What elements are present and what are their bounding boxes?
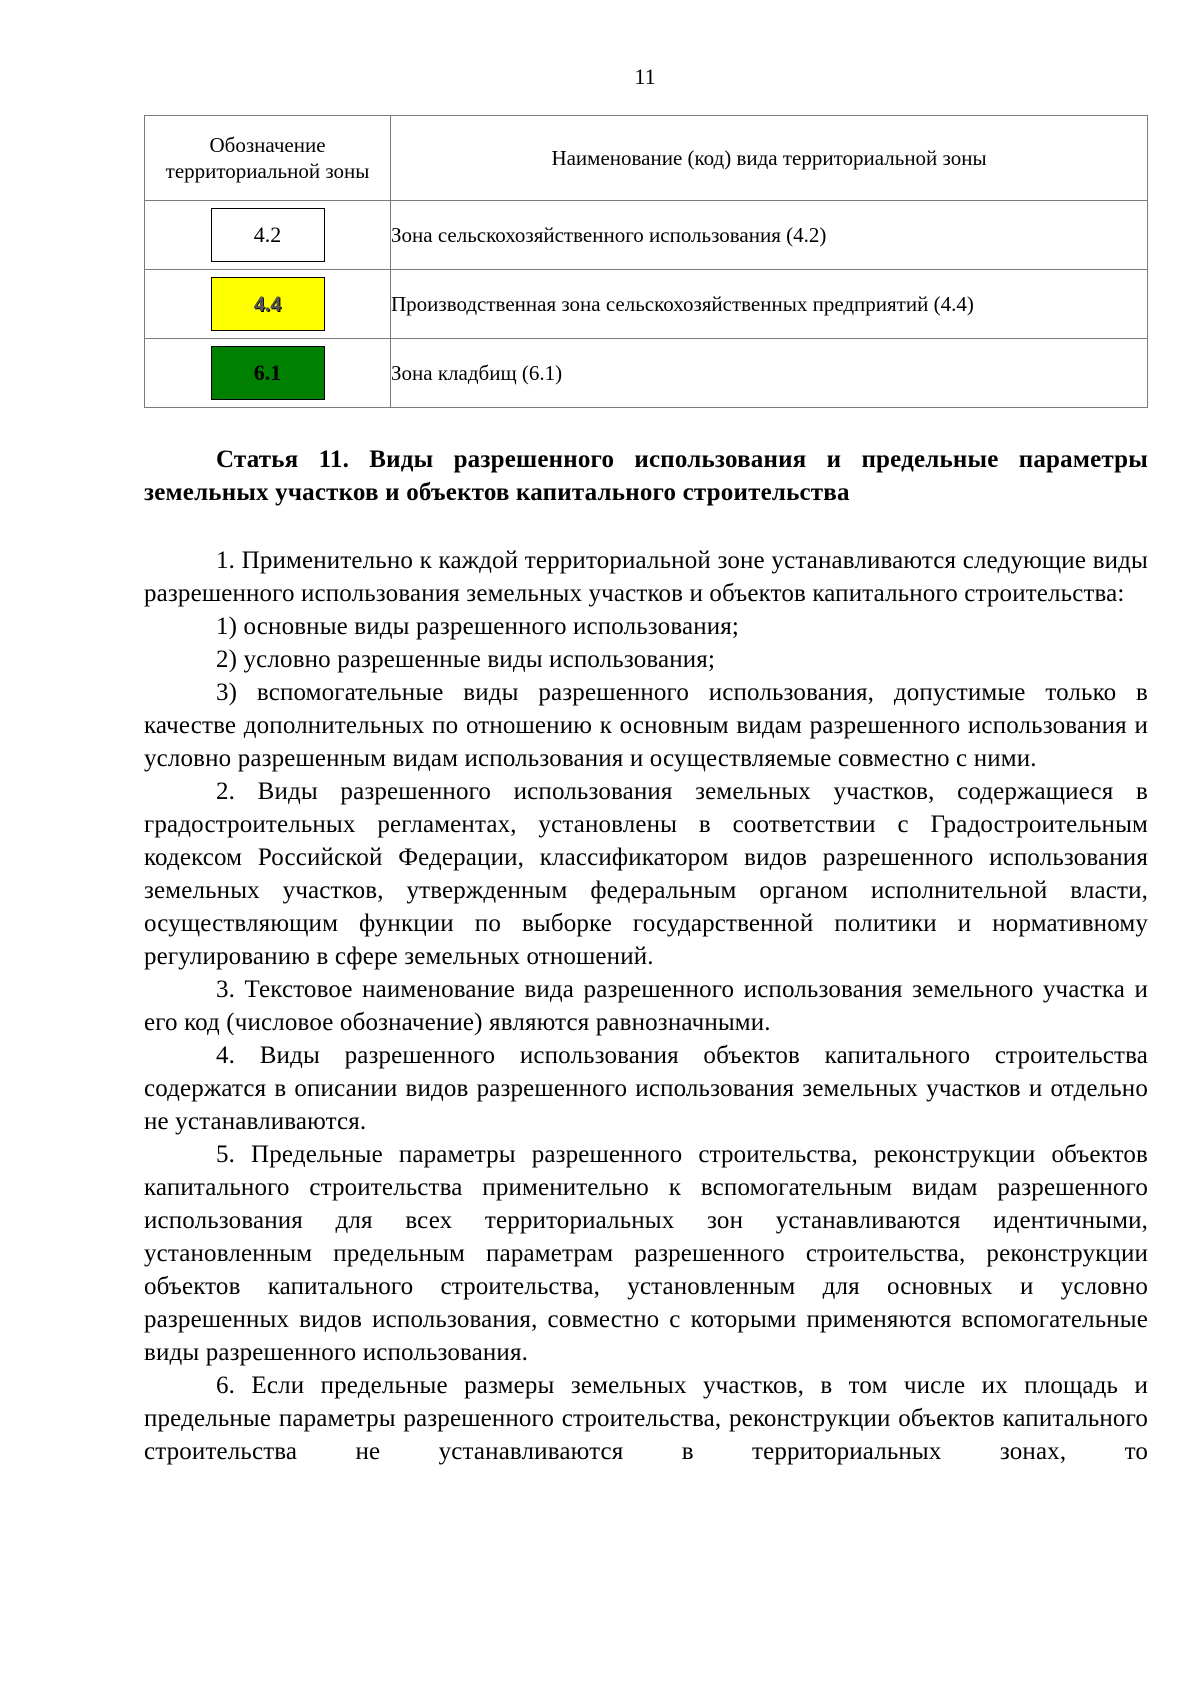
table-row — [145, 339, 1148, 408]
table-row — [145, 270, 1148, 339]
paragraph: 1) основные виды разрешенного использования; — [216, 613, 740, 640]
page-number: 11 — [634, 64, 656, 89]
paragraph: 3. Текстовое наименование вида разрешенного использования земельного участка и его код (числовое обозначение) являются равнозначными. — [144, 976, 1148, 1036]
paragraph: 2) условно разрешенные виды использования; — [216, 646, 716, 673]
zone-name: Зона сельскохозяйственного использования (4.2) — [391, 201, 1148, 270]
paragraph: 6. Если предельные размеры земельных участков, в том числе их площадь и предельные параметры разрешенного строительства, реконструкции объектов капитального строительства не устанавливаются в территориальных зонах, то — [144, 1372, 1148, 1465]
article-heading: Статья 11. Виды разрешенного использования и предельные параметры земельных участков и объектов капитального строительства — [144, 446, 1148, 506]
zone-name: Зона кладбищ (6.1) — [391, 339, 1148, 408]
zone-swatch-4-4: 4.4 — [211, 277, 325, 331]
table-header-row — [145, 116, 1148, 201]
zone-swatch-4-2: 4.2 — [211, 208, 325, 262]
article-11 — [144, 443, 1148, 1468]
paragraph: 2. Виды разрешенного использования земельных участков, содержащиеся в градостроительных регламентах, установлены в соответствии с Градостроительным кодексом Российской Федерации, классификатором видов разрешенного использования земельных участков, утвержденным федеральным органом исполнительной власти, осуществляющим функции по выборке государственной политики и нормативному регулированию в сфере земельных отношений. — [144, 778, 1148, 970]
paragraph: 5. Предельные параметры разрешенного строительства, реконструкции объектов капитального строительства применительно к вспомогательным видам разрешенного использования для всех территориальных зон устанавливаются идентичными, установленным предельным параметрам разрешенного строительства, реконструкции объектов капитального строительства, установленным для основных и условно разрешенных видов использования, совместно с которыми применяются вспомогательные виды разрешенного использования. — [144, 1141, 1148, 1366]
zone-name: Производственная зона сельскохозяйственных предприятий (4.4) — [391, 270, 1148, 339]
zone-swatch-6-1: 6.1 — [211, 346, 325, 400]
paragraph: 3) вспомогательные виды разрешенного использования, допустимые только в качестве дополнительных по отношению к основным видам разрешенного использования и условно разрешенным видам использования и осуществляемые совместно с ними. — [144, 679, 1148, 772]
header-zone-name: Наименование (код) вида территориальной зоны — [391, 116, 1148, 201]
paragraph: 4. Виды разрешенного использования объектов капитального строительства содержатся в описании видов разрешенного использования земельных участков и отдельно не устанавливаются. — [144, 1042, 1148, 1135]
paragraph: 1. Применительно к каждой территориальной зоне устанавливаются следующие виды разрешенного использования земельных участков и объектов капитального строительства: — [144, 547, 1148, 607]
zone-legend-table — [144, 115, 1148, 408]
table-row — [145, 201, 1148, 270]
article-body — [144, 544, 1148, 1468]
header-zone-code: Обозначение территориальной зоны — [145, 116, 391, 201]
